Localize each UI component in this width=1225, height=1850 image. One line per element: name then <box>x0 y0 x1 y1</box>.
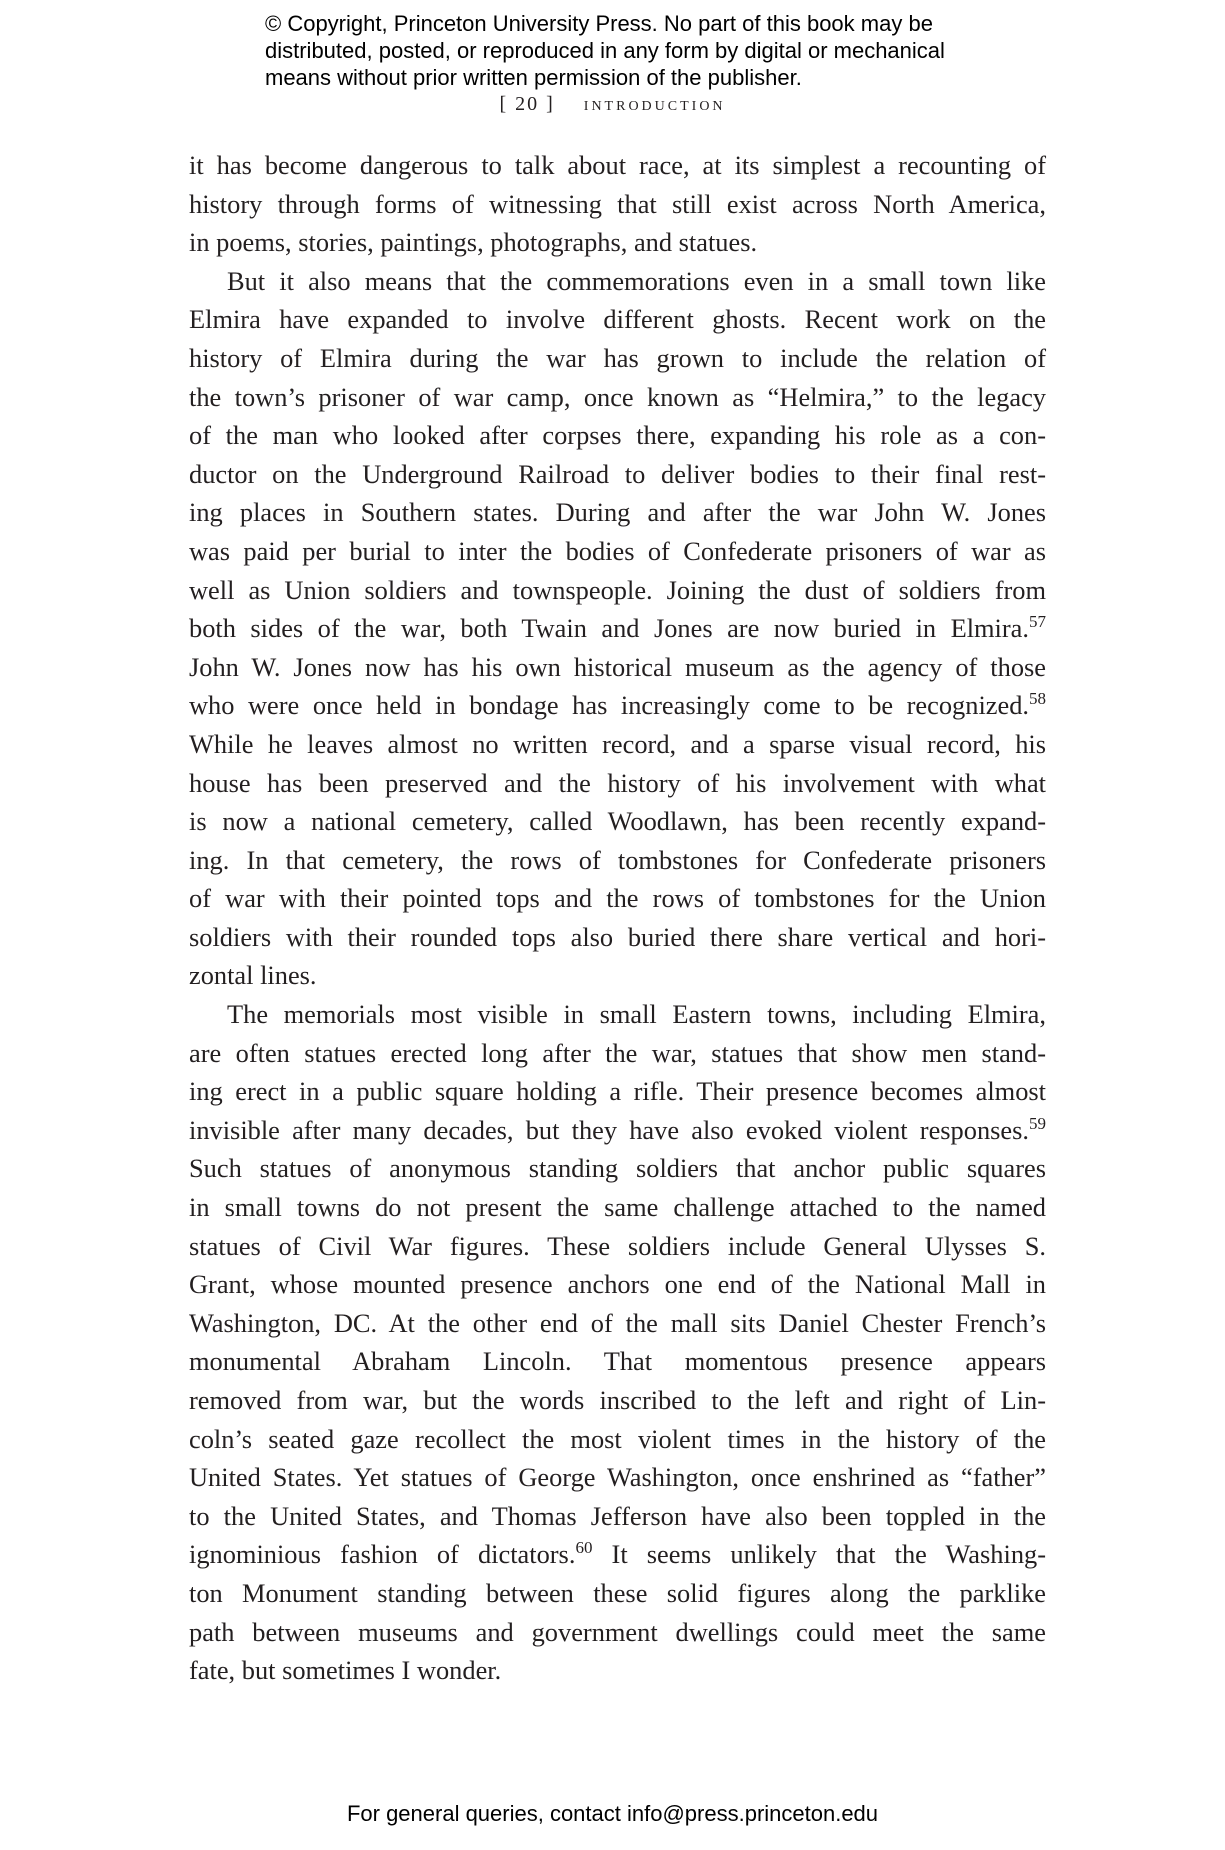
text-line: history of Elmira during the war has grown to include the relation of <box>189 342 1046 373</box>
text-line: is now a national cemetery, called Woodlawn, has been recently expand- <box>189 806 1046 837</box>
text-line: ductor on the Underground Railroad to deliver bodies to their final rest- <box>189 458 1046 489</box>
text-line: Grant, whose mounted presence anchors one end of the National Mall in <box>189 1269 1046 1300</box>
text-line: While he leaves almost no written record, and a sparse visual record, his <box>189 728 1046 759</box>
text-line: history through forms of witnessing that still exist across North America, <box>189 188 1046 219</box>
body-text <box>189 146 1046 1690</box>
text-line: who were once held in bondage has increasingly come to be recognized.$^{58}$ <box>189 689 1046 721</box>
text-line: was paid per burial to inter the bodies of Confederate prisoners of war as <box>189 535 1046 566</box>
footnote-ref[interactable]: 57 <box>1029 612 1046 632</box>
text-line: of the man who looked after corpses there, expanding his role as a con- <box>189 420 1046 451</box>
text-line: of war with their pointed tops and the rows of tombstones for the Union <box>189 883 1046 914</box>
text-line: both sides of the war, both Twain and Jones are now buried in Elmira.$^{57}$ <box>189 612 1046 644</box>
copyright-notice <box>265 10 985 91</box>
text-line: ignominious fashion of dictators.$^{60}$ It seems unlikely that the Washing- <box>189 1538 1046 1570</box>
page-number: [ 20 ] <box>499 93 555 115</box>
footnote-ref[interactable]: 58 <box>1029 689 1046 709</box>
running-head <box>0 93 1225 116</box>
text-line: to the United States, and Thomas Jefferson have also been toppled in the <box>189 1500 1046 1531</box>
text-line: soldiers with their rounded tops also buried there share vertical and hori- <box>189 921 1046 952</box>
footnote-ref[interactable]: 59 <box>1029 1113 1046 1133</box>
text-line: zontal lines. <box>189 960 317 991</box>
text-line: ing. In that cemetery, the rows of tombstones for Confederate prisoners <box>189 844 1046 875</box>
text-line: ton Monument standing between these solid figures along the parklike <box>189 1577 1046 1608</box>
text-line: well as Union soldiers and townspeople. Joining the dust of soldiers from <box>189 574 1046 605</box>
text-line: invisible after many decades, but they have also evoked violent responses.$^{59}$ <box>189 1113 1046 1145</box>
text-line: Elmira have expanded to involve different ghosts. Recent work on the <box>189 304 1046 335</box>
text-line: house has been preserved and the history of his involvement with what <box>189 767 1046 798</box>
text-line: Such statues of anonymous standing soldiers that anchor public squares <box>189 1153 1046 1184</box>
text-line: the town’s prisoner of war camp, once known as “Helmira,” to the legacy <box>189 381 1046 412</box>
text-line: in poems, stories, paintings, photographs, and statues. <box>189 227 758 258</box>
text-line: monumental Abraham Lincoln. That momentous presence appears <box>189 1346 1046 1377</box>
text-line: are often statues erected long after the war, statues that show men stand- <box>189 1037 1046 1068</box>
paragraph-start-line: But it also means that the commemorations even in a small town like <box>227 265 1046 296</box>
text-line: United States. Yet statues of George Washington, once enshrined as “father” <box>189 1462 1046 1493</box>
text-line: John W. Jones now has his own historical museum as the agency of those <box>189 651 1046 682</box>
text-line: Washington, DC. At the other end of the mall sits Daniel Chester French’s <box>189 1307 1046 1338</box>
footnote-ref[interactable]: 60 <box>575 1538 593 1558</box>
copyright-line: means without prior written permission of the publisher. <box>265 65 802 90</box>
copyright-line: © Copyright, Princeton University Press. No part of this book may be <box>265 11 933 36</box>
text-line: fate, but sometimes I wonder. <box>189 1655 502 1686</box>
copyright-line: distributed, posted, or reproduced in any form by digital or mechanical <box>265 38 945 63</box>
contact-footer: For general queries, contact info@press.princeton.edu <box>346 1801 879 1826</box>
text-line: ing places in Southern states. During and after the war John W. Jones <box>189 497 1046 528</box>
text-line: removed from war, but the words inscribed to the left and right of Lin- <box>189 1385 1046 1415</box>
text-line: statues of Civil War figures. These soldiers include General Ulysses S. <box>189 1230 1046 1261</box>
text-line: in small towns do not present the same challenge attached to the named <box>189 1192 1046 1223</box>
section-title: introduction <box>583 93 726 115</box>
text-line: ing erect in a public square holding a rifle. Their presence becomes almost <box>189 1076 1046 1107</box>
text-line: it has become dangerous to talk about race, at its simplest a recounting of <box>189 150 1046 180</box>
text-line: coln’s seated gaze recollect the most violent times in the history of the <box>189 1423 1046 1454</box>
paragraph-start-line: The memorials most visible in small Eastern towns, including Elmira, <box>227 999 1046 1030</box>
text-line: path between museums and government dwellings could meet the same <box>189 1616 1046 1647</box>
